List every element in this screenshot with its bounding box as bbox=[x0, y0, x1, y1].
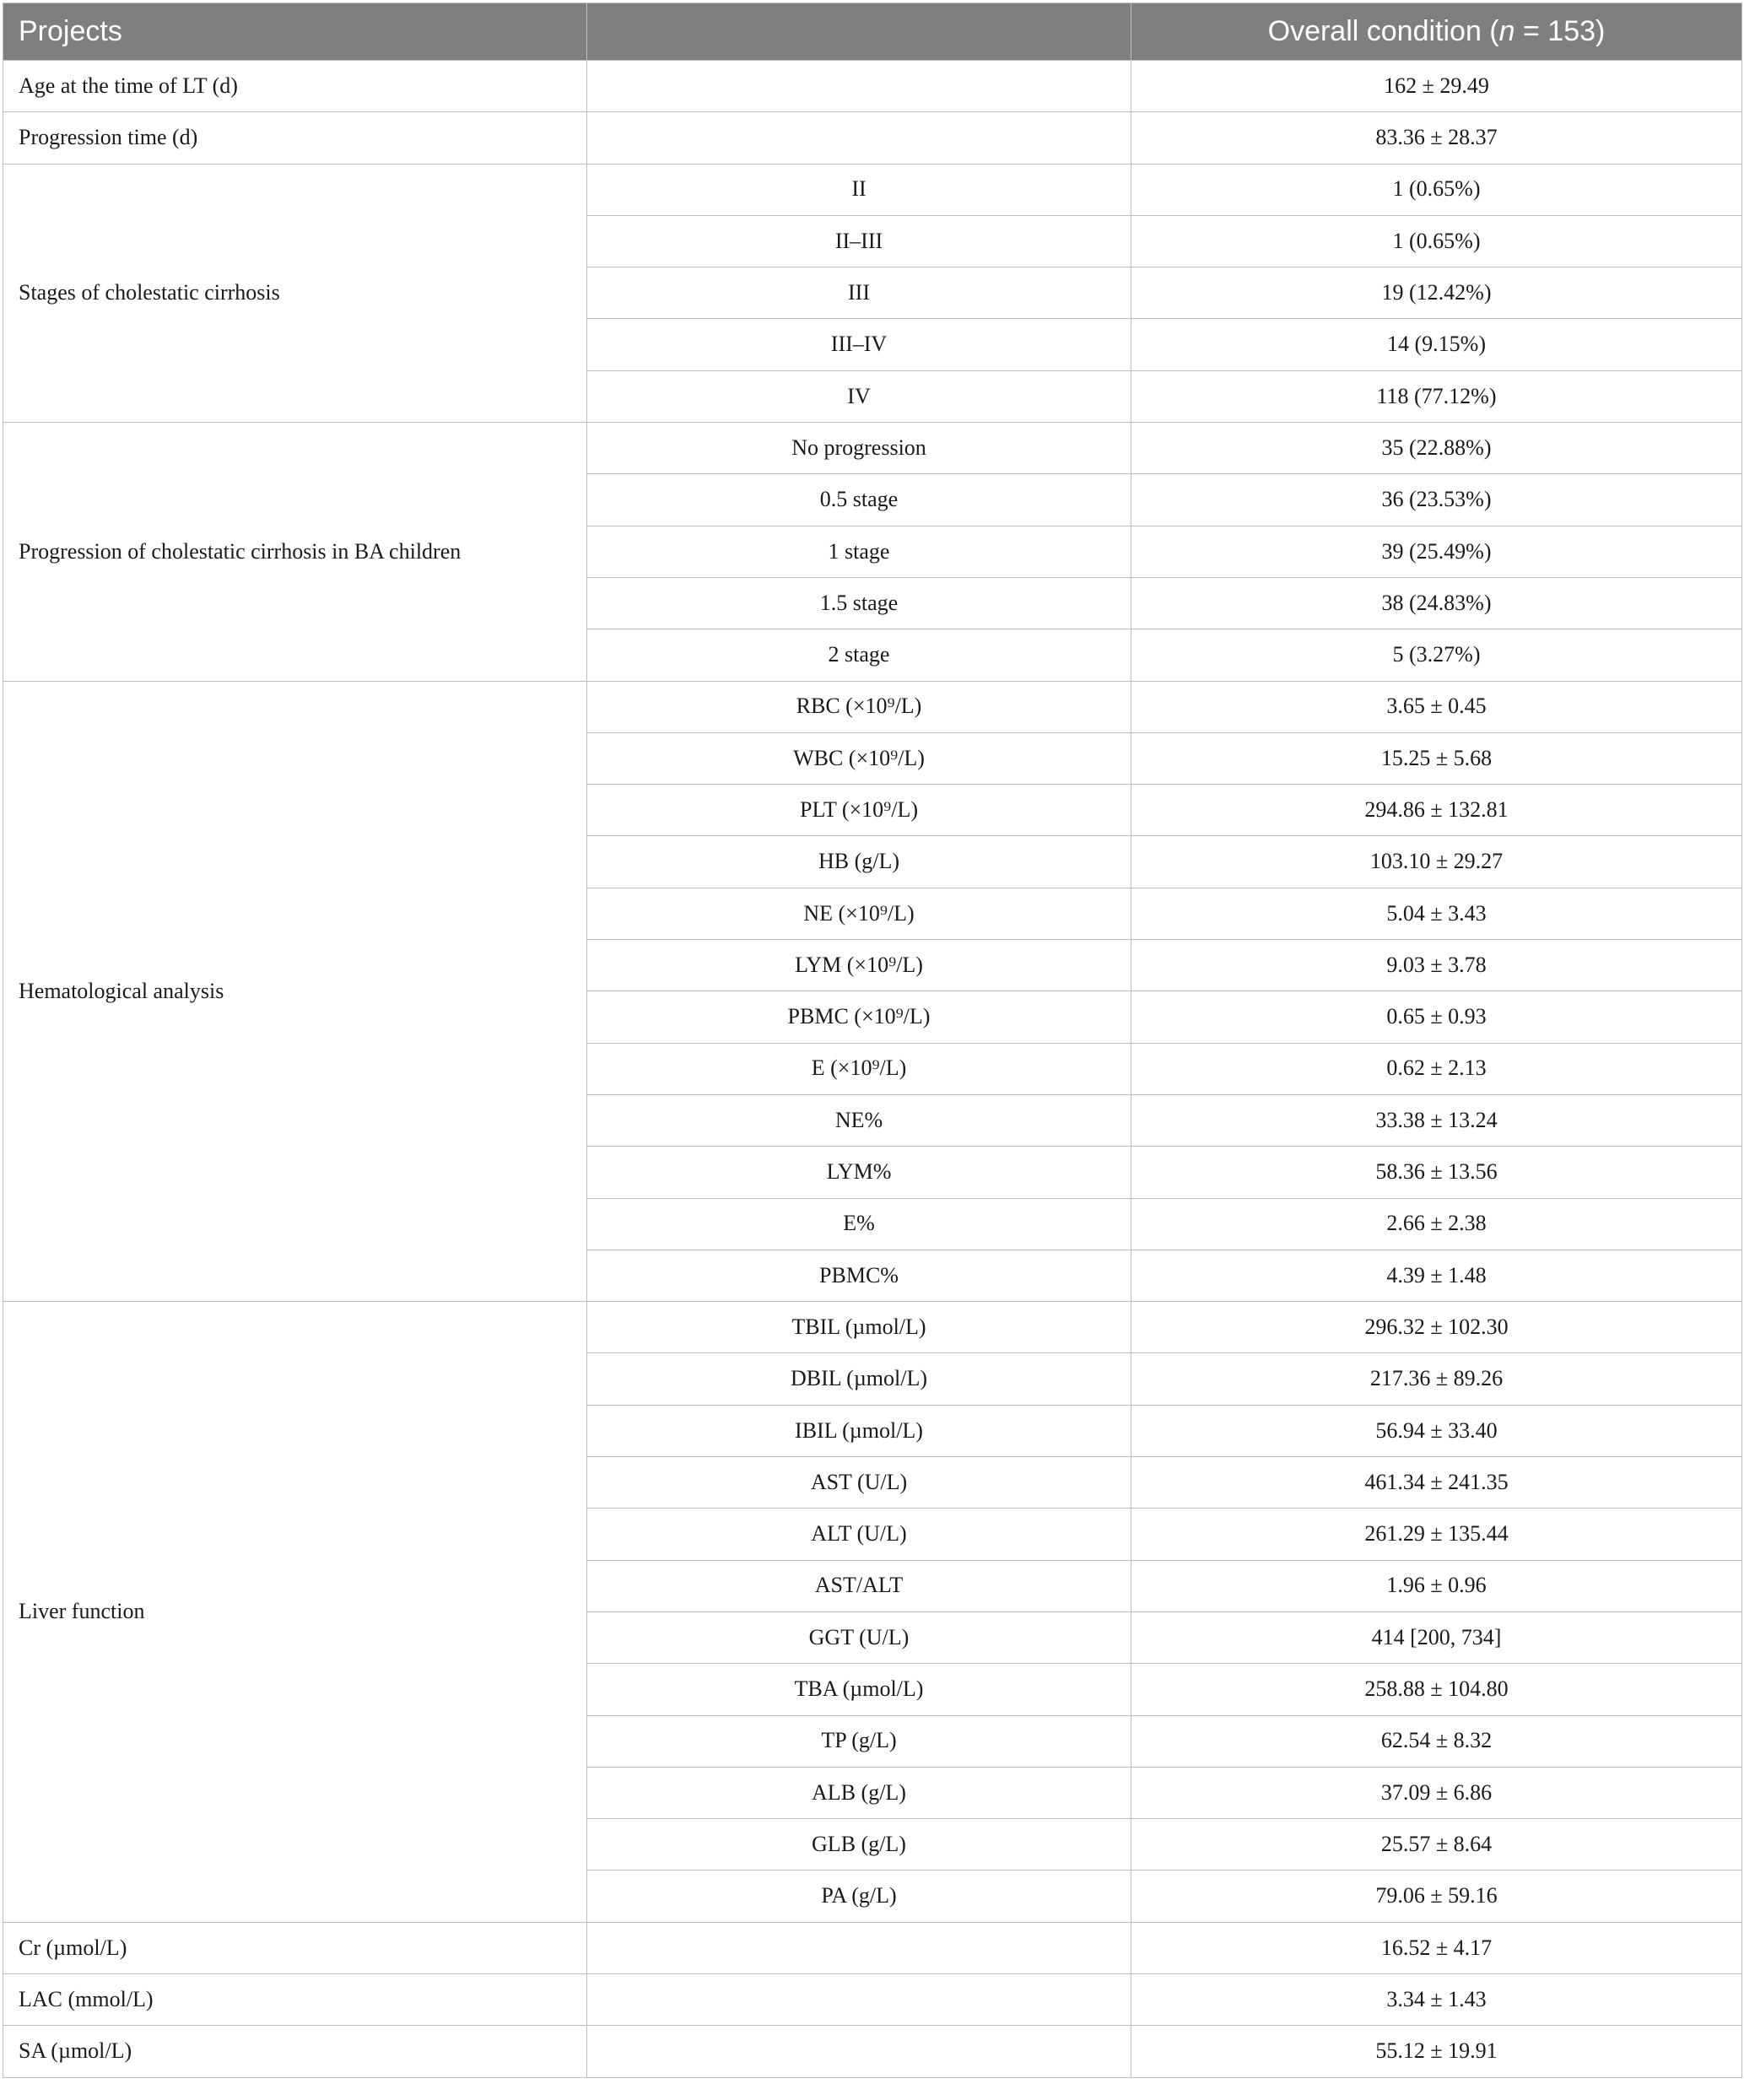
row-subitem bbox=[587, 112, 1131, 164]
row-value: 58.36 ± 13.56 bbox=[1131, 1147, 1742, 1198]
row-category: Liver function bbox=[3, 1302, 587, 1923]
table-row bbox=[3, 1973, 1742, 2025]
row-value: 79.06 ± 59.16 bbox=[1131, 1871, 1742, 1922]
row-value: 9.03 ± 3.78 bbox=[1131, 940, 1742, 991]
row-subitem: DBIL (µmol/L) bbox=[587, 1353, 1131, 1405]
row-value: 35 (22.88%) bbox=[1131, 423, 1742, 474]
table-row bbox=[3, 681, 1742, 732]
row-subitem: TBIL (µmol/L) bbox=[587, 1302, 1131, 1353]
row-category: LAC (mmol/L) bbox=[3, 1973, 587, 2025]
header-overall-condition bbox=[1131, 3, 1742, 61]
row-value: 3.34 ± 1.43 bbox=[1131, 1973, 1742, 2025]
row-subitem: ALB (g/L) bbox=[587, 1767, 1131, 1818]
row-subitem: No progression bbox=[587, 423, 1131, 474]
row-subitem: HB (g/L) bbox=[587, 836, 1131, 888]
row-value: 33.38 ± 13.24 bbox=[1131, 1094, 1742, 1146]
row-value: 162 ± 29.49 bbox=[1131, 61, 1742, 112]
header-subitem bbox=[587, 3, 1131, 61]
row-subitem bbox=[587, 1922, 1131, 1973]
row-value: 296.32 ± 102.30 bbox=[1131, 1302, 1742, 1353]
table-row bbox=[3, 164, 1742, 215]
row-subitem: NE (×10⁹/L) bbox=[587, 888, 1131, 939]
header-projects: Projects bbox=[3, 3, 587, 61]
row-subitem: AST/ALT bbox=[587, 1560, 1131, 1611]
row-category: Hematological analysis bbox=[3, 681, 587, 1302]
row-value: 0.65 ± 0.93 bbox=[1131, 991, 1742, 1043]
row-value: 55.12 ± 19.91 bbox=[1131, 2026, 1742, 2077]
row-subitem: RBC (×10⁹/L) bbox=[587, 681, 1131, 732]
row-value: 217.36 ± 89.26 bbox=[1131, 1353, 1742, 1405]
row-subitem: GGT (U/L) bbox=[587, 1611, 1131, 1663]
row-subitem: II–III bbox=[587, 215, 1131, 267]
table-row bbox=[3, 1922, 1742, 1973]
data-table-container bbox=[3, 3, 1741, 2078]
row-category: Progression of cholestatic cirrhosis in BA children bbox=[3, 423, 587, 681]
row-subitem: WBC (×10⁹/L) bbox=[587, 732, 1131, 784]
row-value: 414 [200, 734] bbox=[1131, 1611, 1742, 1663]
row-subitem: TP (g/L) bbox=[587, 1715, 1131, 1767]
table-row bbox=[3, 2026, 1742, 2077]
row-subitem: TBA (µmol/L) bbox=[587, 1664, 1131, 1715]
row-value: 294.86 ± 132.81 bbox=[1131, 785, 1742, 836]
row-value: 258.88 ± 104.80 bbox=[1131, 1664, 1742, 1715]
row-category: Progression time (d) bbox=[3, 112, 587, 164]
row-value: 1.96 ± 0.96 bbox=[1131, 1560, 1742, 1611]
row-value: 1 (0.65%) bbox=[1131, 215, 1742, 267]
row-subitem: 1 stage bbox=[587, 526, 1131, 577]
row-subitem bbox=[587, 2026, 1131, 2077]
row-subitem: E (×10⁹/L) bbox=[587, 1043, 1131, 1094]
row-subitem: III–IV bbox=[587, 319, 1131, 370]
row-category: Age at the time of LT (d) bbox=[3, 61, 587, 112]
row-category: Stages of cholestatic cirrhosis bbox=[3, 164, 587, 422]
row-subitem: PBMC% bbox=[587, 1250, 1131, 1301]
row-value: 62.54 ± 8.32 bbox=[1131, 1715, 1742, 1767]
row-value: 118 (77.12%) bbox=[1131, 370, 1742, 422]
row-value: 5.04 ± 3.43 bbox=[1131, 888, 1742, 939]
header-row bbox=[3, 3, 1742, 61]
row-subitem: 1.5 stage bbox=[587, 577, 1131, 629]
row-subitem: ALT (U/L) bbox=[587, 1509, 1131, 1560]
row-value: 103.10 ± 29.27 bbox=[1131, 836, 1742, 888]
row-subitem: PBMC (×10⁹/L) bbox=[587, 991, 1131, 1043]
row-value: 83.36 ± 28.37 bbox=[1131, 112, 1742, 164]
row-value: 4.39 ± 1.48 bbox=[1131, 1250, 1742, 1301]
table-row bbox=[3, 112, 1742, 164]
row-subitem: II bbox=[587, 164, 1131, 215]
row-value: 25.57 ± 8.64 bbox=[1131, 1819, 1742, 1871]
row-value: 39 (25.49%) bbox=[1131, 526, 1742, 577]
row-subitem: III bbox=[587, 267, 1131, 319]
table-row bbox=[3, 1302, 1742, 1353]
row-value: 36 (23.53%) bbox=[1131, 474, 1742, 526]
row-subitem: LYM (×10⁹/L) bbox=[587, 940, 1131, 991]
row-value: 56.94 ± 33.40 bbox=[1131, 1405, 1742, 1456]
clinical-characteristics-table bbox=[3, 3, 1742, 2078]
row-value: 3.65 ± 0.45 bbox=[1131, 681, 1742, 732]
row-value: 14 (9.15%) bbox=[1131, 319, 1742, 370]
row-value: 16.52 ± 4.17 bbox=[1131, 1922, 1742, 1973]
row-value: 0.62 ± 2.13 bbox=[1131, 1043, 1742, 1094]
row-value: 38 (24.83%) bbox=[1131, 577, 1742, 629]
table-row bbox=[3, 61, 1742, 112]
row-value: 5 (3.27%) bbox=[1131, 629, 1742, 681]
row-subitem: LYM% bbox=[587, 1147, 1131, 1198]
row-value: 2.66 ± 2.38 bbox=[1131, 1198, 1742, 1250]
row-category: Cr (µmol/L) bbox=[3, 1922, 587, 1973]
row-subitem: AST (U/L) bbox=[587, 1457, 1131, 1509]
row-subitem bbox=[587, 1973, 1131, 2025]
row-value: 37.09 ± 6.86 bbox=[1131, 1767, 1742, 1818]
row-value: 19 (12.42%) bbox=[1131, 267, 1742, 319]
row-value: 461.34 ± 241.35 bbox=[1131, 1457, 1742, 1509]
row-value: 261.29 ± 135.44 bbox=[1131, 1509, 1742, 1560]
header-overall-prefix: Overall condition ( bbox=[1267, 15, 1499, 47]
row-subitem: 0.5 stage bbox=[587, 474, 1131, 526]
row-subitem bbox=[587, 61, 1131, 112]
table-header bbox=[3, 3, 1742, 61]
row-subitem: PA (g/L) bbox=[587, 1871, 1131, 1922]
header-overall-suffix: = 153) bbox=[1515, 15, 1606, 47]
row-subitem: NE% bbox=[587, 1094, 1131, 1146]
header-overall-n: n bbox=[1498, 15, 1515, 47]
row-subitem: 2 stage bbox=[587, 629, 1131, 681]
table-body bbox=[3, 61, 1742, 2078]
row-value: 1 (0.65%) bbox=[1131, 164, 1742, 215]
row-subitem: IBIL (µmol/L) bbox=[587, 1405, 1131, 1456]
row-subitem: GLB (g/L) bbox=[587, 1819, 1131, 1871]
row-subitem: E% bbox=[587, 1198, 1131, 1250]
row-subitem: IV bbox=[587, 370, 1131, 422]
table-row bbox=[3, 423, 1742, 474]
row-category: SA (µmol/L) bbox=[3, 2026, 587, 2077]
row-value: 15.25 ± 5.68 bbox=[1131, 732, 1742, 784]
row-subitem: PLT (×10⁹/L) bbox=[587, 785, 1131, 836]
